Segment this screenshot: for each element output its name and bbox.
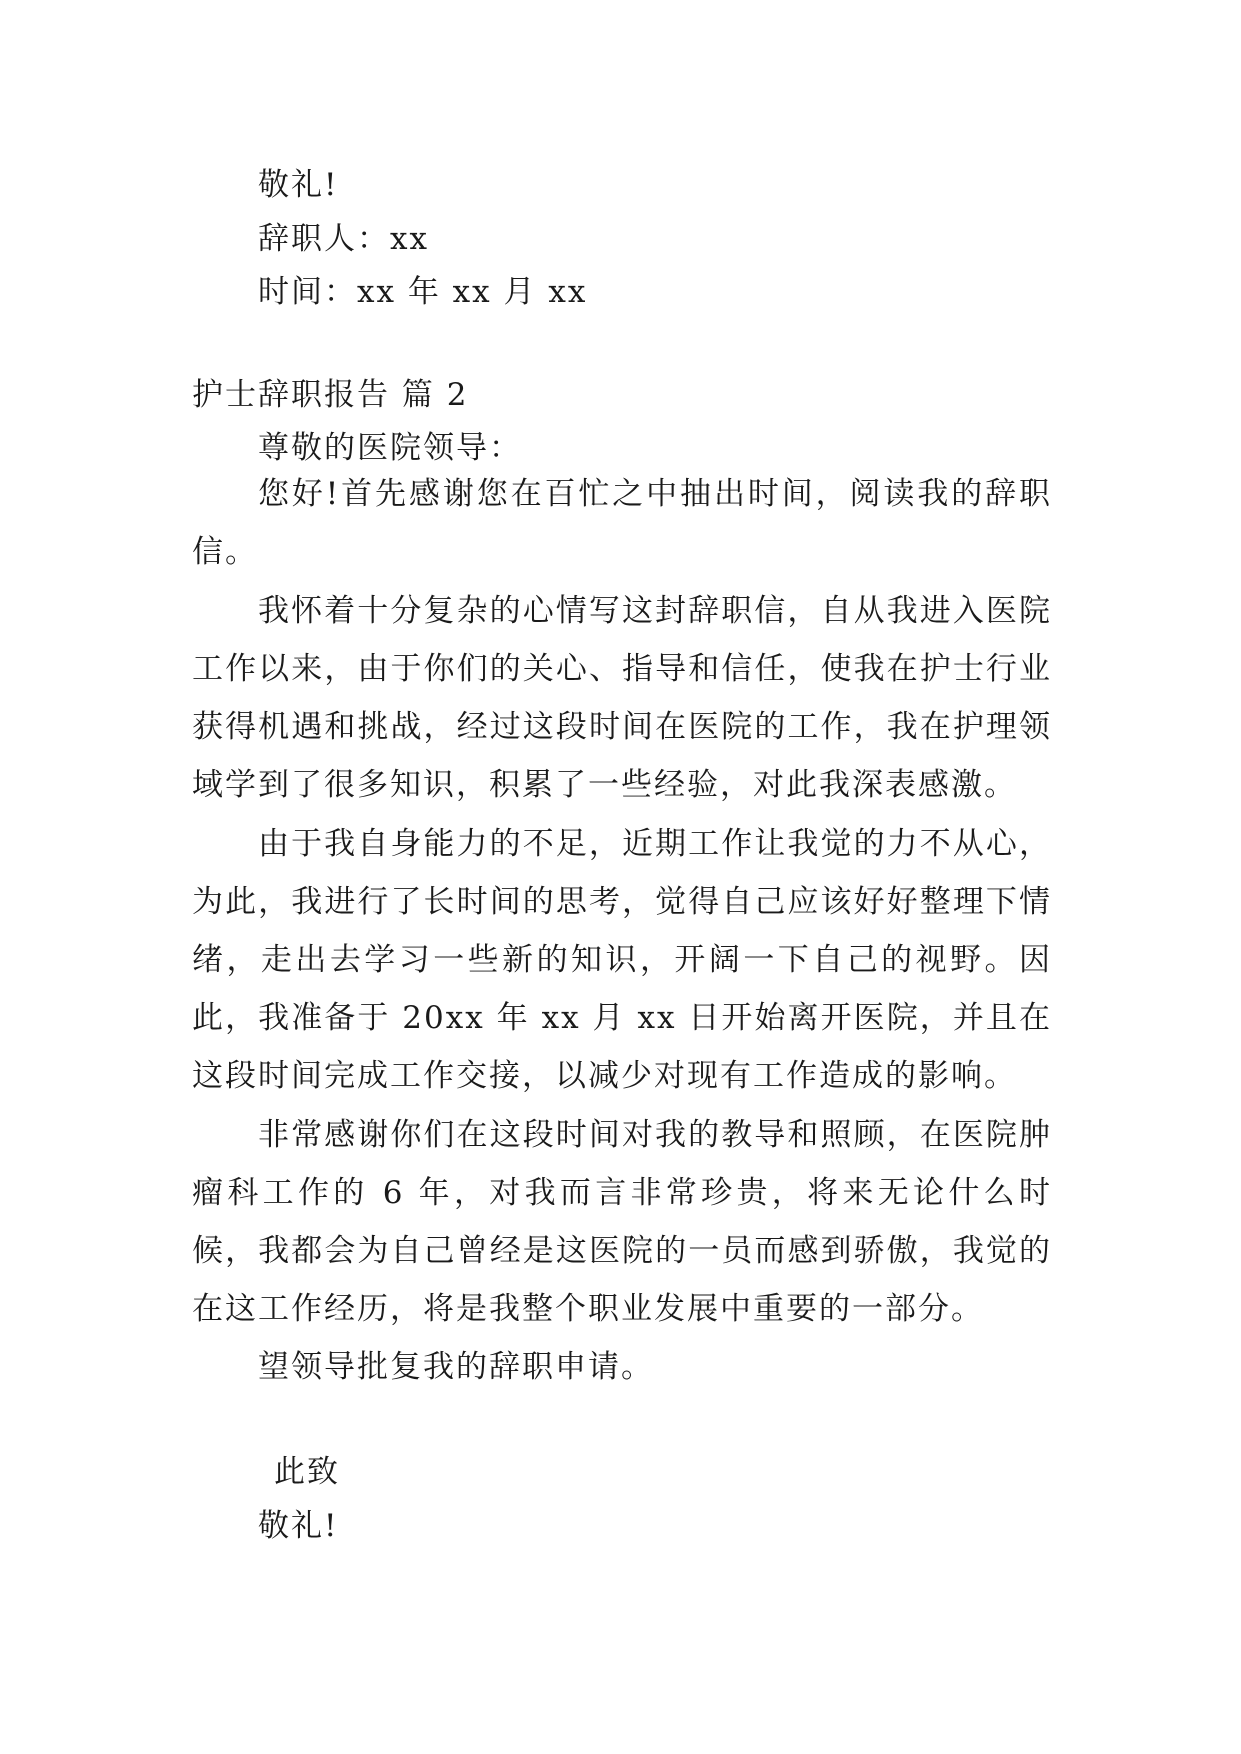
paragraph-3: 由于我自身能力的不足，近期工作让我觉的力不从心，为此，我进行了长时间的思考，觉得自己应该好好整理下情绪，走出去学习一些新的知识，开阔一下自己的视野。因此，我准备于 20xx 年 xx 月 xx 日开始离开医院，并且在这段时间完成工作交接，以减少对现有工作造成的影响。 (192, 826, 1052, 1094)
paragraph-1: 您好!首先感谢您在百忙之中抽出时间，阅读我的辞职信。 (192, 476, 1052, 570)
date-line: 时间：xx 年 xx 月 xx (258, 274, 588, 310)
closing-phrase: 此致 (274, 1454, 340, 1490)
salutation: 尊敬的医院领导： (258, 430, 522, 466)
paragraph-5: 望领导批复我的辞职申请。 (258, 1349, 654, 1385)
closing-salute-2: 敬礼! (258, 1508, 339, 1544)
resigner-line: 辞职人：xx (258, 221, 429, 257)
section-heading: 护士辞职报告 篇 2 (192, 377, 469, 413)
paragraph-4: 非常感谢你们在这段时间对我的教导和照顾，在医院肿瘤科工作的 6 年，对我而言非常珍贵，将来无论什么时候，我都会为自己曾经是这医院的一员而感到骄傲，我觉的在这工作经历，将是我整个职业发展中重要的一部分。 (192, 1117, 1052, 1327)
paragraph-2: 我怀着十分复杂的心情写这封辞职信，自从我进入医院工作以来，由于你们的关心、指导和信任，使我在护士行业获得机遇和挑战，经过这段时间在医院的工作，我在护理领域学到了很多知识，积累了一些经验，对此我深表感激。 (192, 593, 1052, 803)
closing-salute-1: 敬礼! (258, 167, 339, 203)
